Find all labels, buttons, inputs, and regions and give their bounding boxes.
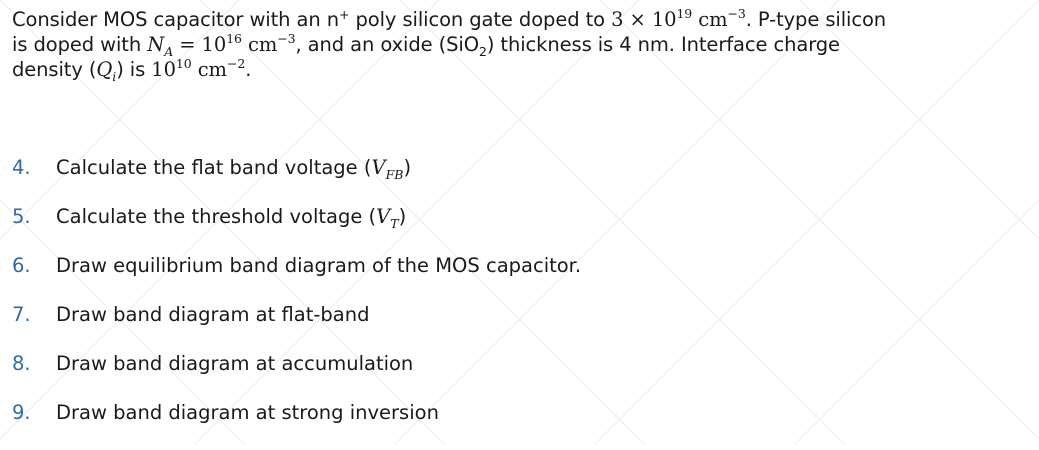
exponent: 16 bbox=[226, 31, 242, 46]
math: 3 × 10 bbox=[611, 8, 677, 31]
list-item bbox=[12, 303, 1012, 352]
variable: N bbox=[147, 33, 165, 56]
text: Calculate the flat band voltage ( bbox=[56, 156, 372, 179]
exponent: 10 bbox=[175, 56, 192, 71]
problem-line-3 bbox=[12, 57, 1032, 82]
text: poly silicon gate doped to bbox=[349, 8, 612, 31]
exponent: −2 bbox=[226, 56, 246, 71]
problem-statement bbox=[12, 7, 1032, 82]
item-text: Draw band diagram at strong inversion bbox=[56, 401, 439, 424]
variable: V bbox=[376, 205, 391, 228]
text: ) bbox=[403, 156, 412, 179]
list-item bbox=[12, 401, 1012, 450]
problem-line-2 bbox=[12, 32, 1032, 57]
list-item bbox=[12, 254, 1012, 303]
unit: cm bbox=[191, 58, 227, 81]
text: is doped with bbox=[12, 33, 148, 56]
text: ) bbox=[398, 205, 407, 228]
item-text: Draw band diagram at accumulation bbox=[56, 352, 414, 375]
list-item bbox=[12, 205, 1012, 254]
list-item bbox=[12, 352, 1012, 401]
question-list bbox=[12, 156, 1012, 450]
text: density ( bbox=[12, 58, 97, 81]
subscript: T bbox=[390, 216, 399, 231]
math: = 10 bbox=[173, 33, 227, 56]
item-text bbox=[56, 156, 412, 182]
text: ) thickness is 4 nm. Interface charge bbox=[486, 33, 840, 56]
variable: V bbox=[371, 156, 386, 179]
item-text bbox=[56, 205, 407, 231]
text: , and an oxide (SiO bbox=[295, 33, 479, 56]
exponent: −3 bbox=[277, 31, 296, 46]
subscript: A bbox=[164, 44, 174, 59]
subscript: 2 bbox=[478, 44, 487, 59]
variable: Q bbox=[96, 58, 113, 81]
item-text: Draw band diagram at flat-band bbox=[56, 303, 370, 326]
unit: cm bbox=[241, 33, 278, 56]
text: . bbox=[245, 58, 252, 81]
item-number: 7. bbox=[12, 303, 31, 326]
exponent: −3 bbox=[727, 6, 746, 21]
exponent: 19 bbox=[676, 6, 693, 21]
superscript: + bbox=[339, 7, 350, 22]
item-number: 8. bbox=[12, 352, 31, 375]
text: Calculate the threshold voltage ( bbox=[56, 205, 377, 228]
list-item bbox=[12, 156, 1012, 205]
item-number: 6. bbox=[12, 254, 31, 277]
unit: cm bbox=[692, 8, 728, 31]
text: ) is bbox=[116, 58, 152, 81]
item-text: Draw equilibrium band diagram of the MOS capacitor. bbox=[56, 254, 582, 277]
item-number: 4. bbox=[12, 156, 31, 179]
math: 10 bbox=[151, 58, 176, 81]
subscript: i bbox=[112, 69, 117, 84]
text: . P-type silicon bbox=[745, 8, 887, 31]
item-number: 9. bbox=[12, 401, 31, 424]
subscript: FB bbox=[385, 167, 404, 182]
text: Consider MOS capacitor with an n bbox=[12, 8, 339, 31]
problem-line-1 bbox=[12, 7, 1032, 32]
item-number: 5. bbox=[12, 205, 31, 228]
